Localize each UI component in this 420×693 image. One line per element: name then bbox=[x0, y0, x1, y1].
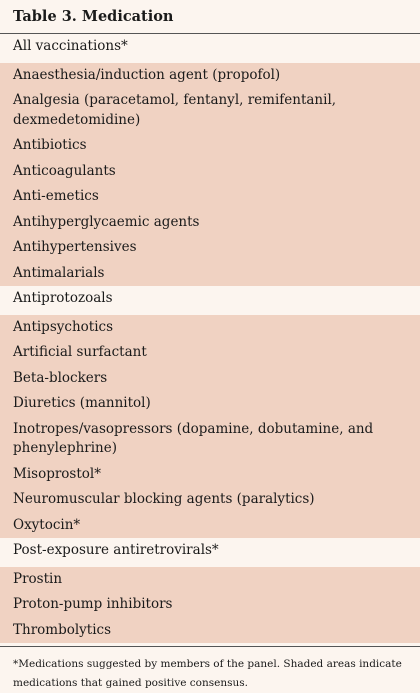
table-row: Thrombolytics bbox=[0, 618, 420, 644]
table-row: Prostin bbox=[0, 564, 420, 593]
table-row: Antihypertensives bbox=[0, 235, 420, 261]
table-row: Neuromuscular blocking agents (paralytics) bbox=[0, 487, 420, 513]
table-body bbox=[0, 34, 420, 643]
table-row: Anti-emetics bbox=[0, 184, 420, 210]
table-row: Misoprostol* bbox=[0, 462, 420, 488]
table-row: Antiprotozoals bbox=[0, 286, 420, 312]
table-row: Post-exposure antiretrovirals* bbox=[0, 538, 420, 564]
table-footnote: *Medications suggested by members of the panel. Shaded areas indicate medications that gained positive consensus. bbox=[0, 646, 420, 693]
table-row: Antibiotics bbox=[0, 133, 420, 159]
table-row: Antimalarials bbox=[0, 261, 420, 287]
table-row: Anticoagulants bbox=[0, 159, 420, 185]
table-row: All vaccinations* bbox=[0, 34, 420, 60]
table-row: Artificial surfactant bbox=[0, 340, 420, 366]
table-row: Diuretics (mannitol) bbox=[0, 391, 420, 417]
table-row: Oxytocin* bbox=[0, 513, 420, 539]
table-title: Table 3. Medication bbox=[0, 0, 420, 34]
table-row: Anaesthesia/induction agent (propofol) bbox=[0, 60, 420, 89]
table-row: Beta-blockers bbox=[0, 366, 420, 392]
table-row: Antihyperglycaemic agents bbox=[0, 210, 420, 236]
table-row: Inotropes/vasopressors (dopamine, dobutamine, and phenylephrine) bbox=[0, 417, 420, 462]
table-row: Proton-pump inhibitors bbox=[0, 592, 420, 618]
table-row: Antipsychotics bbox=[0, 312, 420, 341]
table-row: Analgesia (paracetamol, fentanyl, remifentanil, dexmedetomidine) bbox=[0, 88, 420, 133]
